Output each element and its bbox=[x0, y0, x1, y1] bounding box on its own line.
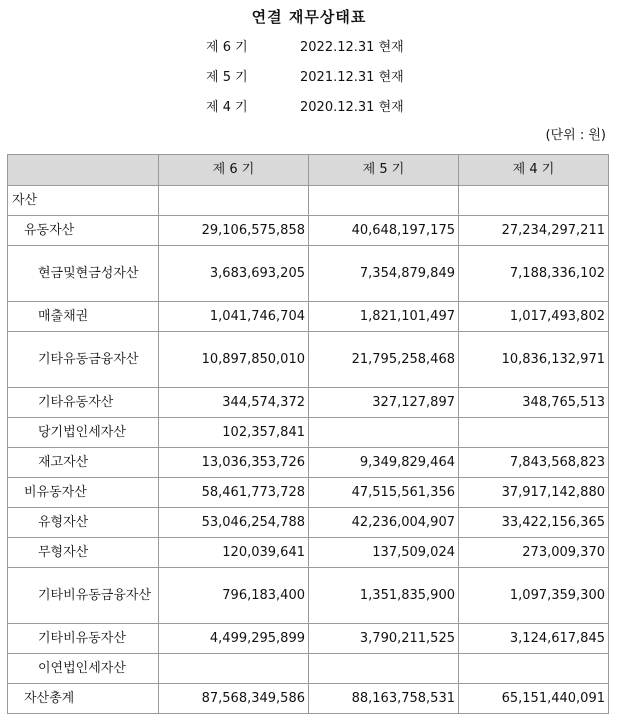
account-name: 유형자산 bbox=[8, 508, 159, 538]
value-period-4: 1,097,359,300 bbox=[459, 568, 609, 624]
period-label: 제 6 기 bbox=[206, 40, 248, 55]
table-row bbox=[8, 448, 609, 478]
account-name: 기타유동자산 bbox=[8, 388, 159, 418]
table-row bbox=[8, 216, 609, 246]
account-name: 매출채권 bbox=[8, 302, 159, 332]
value-period-6: 10,897,850,010 bbox=[159, 332, 309, 388]
value-period-4: 7,188,336,102 bbox=[459, 246, 609, 302]
table-row bbox=[8, 684, 609, 714]
value-period-6: 53,046,254,788 bbox=[159, 508, 309, 538]
value-period-6 bbox=[159, 654, 309, 684]
account-name: 무형자산 bbox=[8, 538, 159, 568]
account-name: 자산총계 bbox=[8, 684, 159, 714]
account-name: 당기법인세자산 bbox=[8, 418, 159, 448]
header-period-4: 제 4 기 bbox=[459, 155, 609, 186]
value-period-6: 4,499,295,899 bbox=[159, 624, 309, 654]
value-period-5: 3,790,211,525 bbox=[309, 624, 459, 654]
value-period-5: 42,236,004,907 bbox=[309, 508, 459, 538]
value-period-6: 102,357,841 bbox=[159, 418, 309, 448]
value-period-5: 1,821,101,497 bbox=[309, 302, 459, 332]
value-period-4: 348,765,513 bbox=[459, 388, 609, 418]
header-row bbox=[8, 155, 609, 186]
value-period-6: 58,461,773,728 bbox=[159, 478, 309, 508]
period-label: 제 5 기 bbox=[206, 70, 248, 85]
header-period-5: 제 5 기 bbox=[309, 155, 459, 186]
value-period-6: 3,683,693,205 bbox=[159, 246, 309, 302]
value-period-5 bbox=[309, 186, 459, 216]
value-period-4: 10,836,132,971 bbox=[459, 332, 609, 388]
account-name: 기타비유동자산 bbox=[8, 624, 159, 654]
table-row bbox=[8, 538, 609, 568]
value-period-5: 9,349,829,464 bbox=[309, 448, 459, 478]
balance-sheet-table bbox=[7, 154, 609, 714]
value-period-4: 33,422,156,365 bbox=[459, 508, 609, 538]
table-row bbox=[8, 388, 609, 418]
account-name: 재고자산 bbox=[8, 448, 159, 478]
value-period-5 bbox=[309, 654, 459, 684]
account-name: 현금및현금성자산 bbox=[8, 246, 159, 302]
unit-note: (단위 : 원) bbox=[545, 128, 606, 143]
period-label: 제 4 기 bbox=[206, 100, 248, 115]
account-name: 비유동자산 bbox=[8, 478, 159, 508]
table-row bbox=[8, 478, 609, 508]
value-period-6 bbox=[159, 186, 309, 216]
table-row bbox=[8, 186, 609, 216]
value-period-4: 3,124,617,845 bbox=[459, 624, 609, 654]
value-period-6: 796,183,400 bbox=[159, 568, 309, 624]
value-period-4: 273,009,370 bbox=[459, 538, 609, 568]
table-row bbox=[8, 246, 609, 302]
value-period-6: 344,574,372 bbox=[159, 388, 309, 418]
period-date: 2020.12.31 현재 bbox=[300, 100, 404, 115]
value-period-4: 1,017,493,802 bbox=[459, 302, 609, 332]
value-period-4 bbox=[459, 654, 609, 684]
table-row bbox=[8, 624, 609, 654]
period-date: 2021.12.31 현재 bbox=[300, 70, 404, 85]
statement-title: 연결 재무상태표 bbox=[251, 8, 367, 26]
value-period-5: 327,127,897 bbox=[309, 388, 459, 418]
account-name: 기타비유동금융자산 bbox=[8, 568, 159, 624]
table-row bbox=[8, 508, 609, 538]
value-period-5: 21,795,258,468 bbox=[309, 332, 459, 388]
value-period-4: 7,843,568,823 bbox=[459, 448, 609, 478]
header-account bbox=[8, 155, 159, 186]
value-period-6: 120,039,641 bbox=[159, 538, 309, 568]
period-line-6 bbox=[0, 36, 618, 56]
account-name: 이연법인세자산 bbox=[8, 654, 159, 684]
value-period-5: 1,351,835,900 bbox=[309, 568, 459, 624]
value-period-4: 27,234,297,211 bbox=[459, 216, 609, 246]
table-row bbox=[8, 302, 609, 332]
table-row bbox=[8, 332, 609, 388]
value-period-5: 7,354,879,849 bbox=[309, 246, 459, 302]
value-period-4 bbox=[459, 418, 609, 448]
value-period-4 bbox=[459, 186, 609, 216]
value-period-4: 37,917,142,880 bbox=[459, 478, 609, 508]
value-period-5: 88,163,758,531 bbox=[309, 684, 459, 714]
period-line-4 bbox=[0, 96, 618, 116]
account-name: 자산 bbox=[8, 186, 159, 216]
value-period-5: 40,648,197,175 bbox=[309, 216, 459, 246]
value-period-6: 1,041,746,704 bbox=[159, 302, 309, 332]
account-name: 유동자산 bbox=[8, 216, 159, 246]
period-line-5 bbox=[0, 66, 618, 86]
value-period-5 bbox=[309, 418, 459, 448]
value-period-6: 29,106,575,858 bbox=[159, 216, 309, 246]
value-period-6: 87,568,349,586 bbox=[159, 684, 309, 714]
value-period-6: 13,036,353,726 bbox=[159, 448, 309, 478]
table-row bbox=[8, 568, 609, 624]
period-date: 2022.12.31 현재 bbox=[300, 40, 404, 55]
table-row bbox=[8, 418, 609, 448]
value-period-5: 137,509,024 bbox=[309, 538, 459, 568]
table-row bbox=[8, 654, 609, 684]
value-period-4: 65,151,440,091 bbox=[459, 684, 609, 714]
account-name: 기타유동금융자산 bbox=[8, 332, 159, 388]
value-period-5: 47,515,561,356 bbox=[309, 478, 459, 508]
header-period-6: 제 6 기 bbox=[159, 155, 309, 186]
